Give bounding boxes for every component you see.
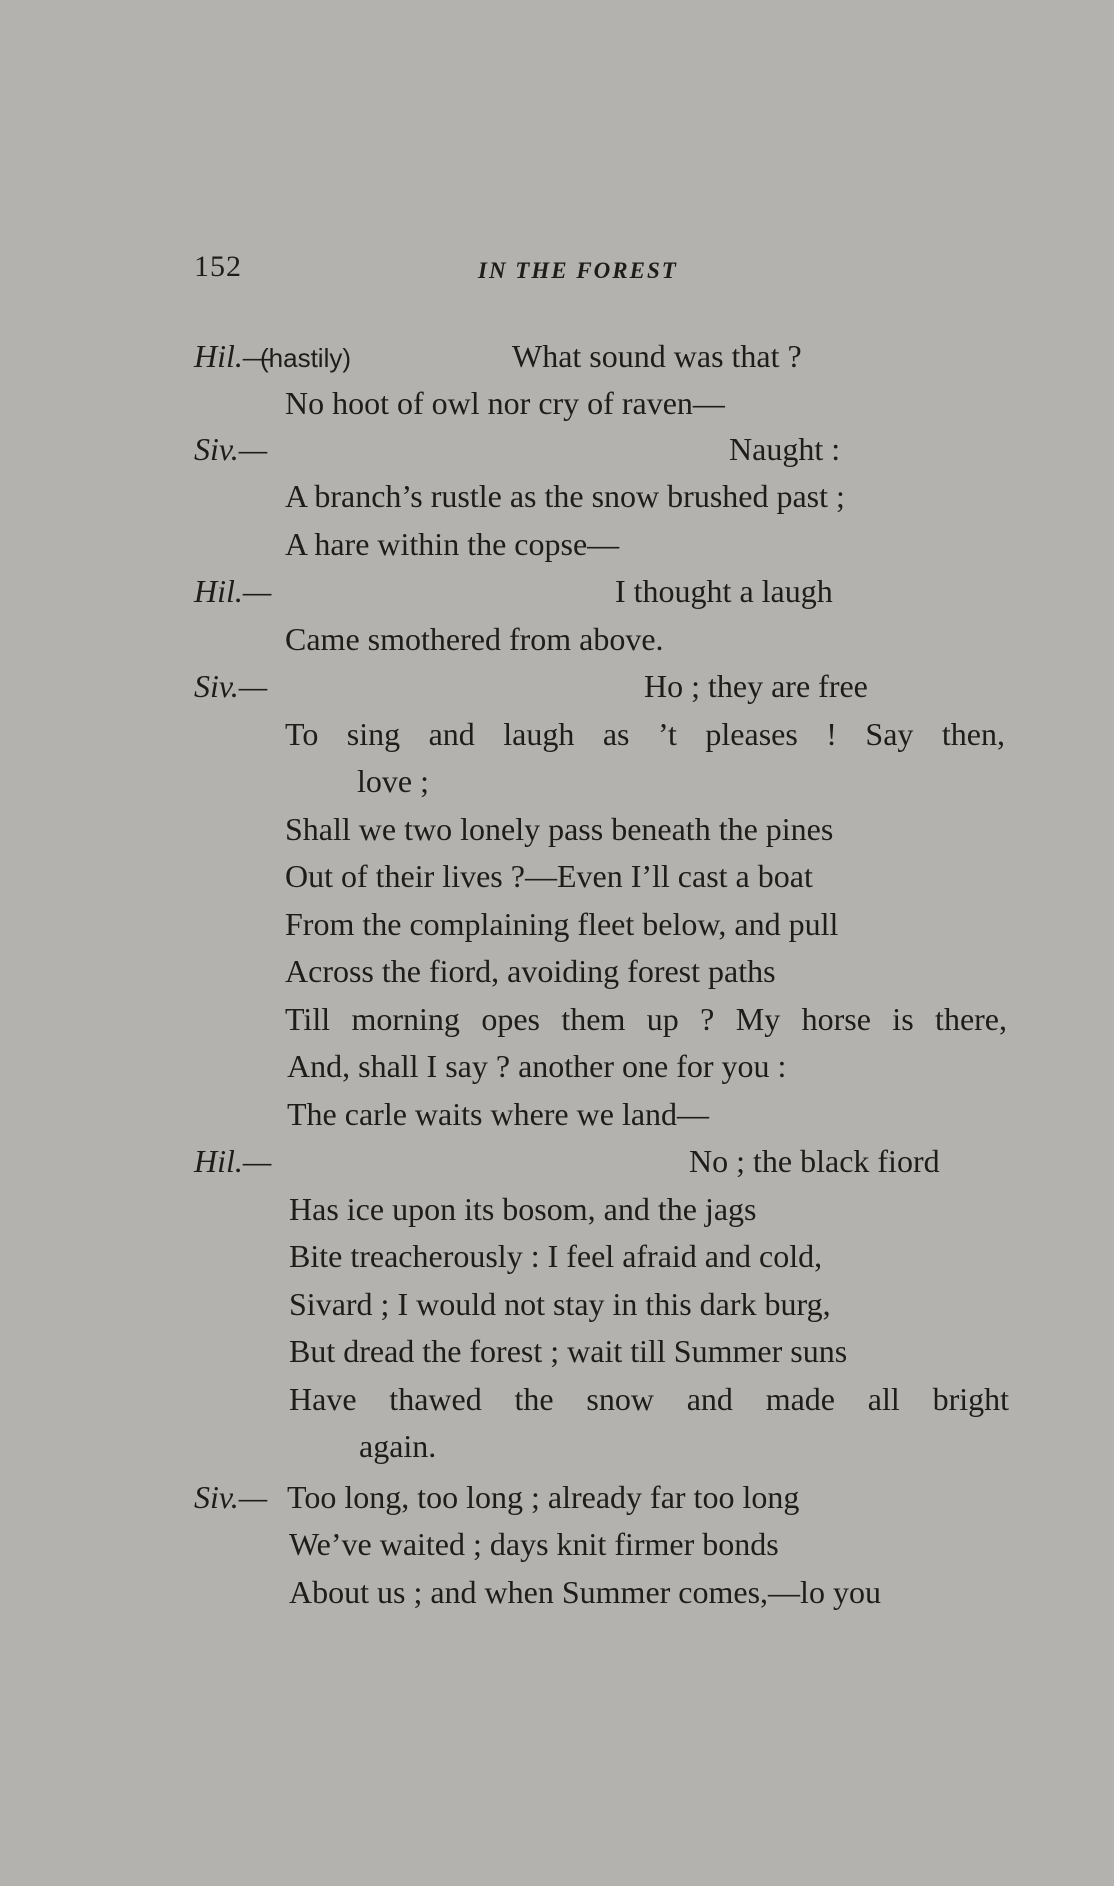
verse-line — [0, 664, 1114, 708]
stage-direction: (hastily) — [260, 343, 352, 373]
verse-text: What sound was that ? — [512, 338, 802, 374]
verse-text: Sivard ; I would not stay in this dark burg, — [289, 1286, 831, 1322]
verse-text: Till morning opes them up ? My horse is there, — [285, 1001, 1007, 1037]
verse-line — [0, 1475, 1114, 1519]
verse-text: To sing and laugh as ’t pleases ! Say then, — [285, 716, 1005, 752]
speaker-label: Hil.— — [194, 338, 272, 374]
verse-text: Too long, too long ; already far too long — [287, 1479, 800, 1515]
verse-text: I thought a laugh — [615, 573, 833, 609]
verse-text: Out of their lives ?—Even I’ll cast a boat — [285, 858, 813, 894]
verse-line — [0, 902, 1114, 946]
speaker-label: Hil.— — [194, 1143, 272, 1179]
running-title: IN THE FOREST — [478, 258, 678, 283]
verse-line — [0, 569, 1114, 613]
verse-text: Ho ; they are free — [644, 668, 868, 704]
verse-line — [0, 759, 1114, 803]
verse-text: We’ve waited ; days knit firmer bonds — [289, 1526, 779, 1562]
verse-text: Shall we two lonely pass beneath the pines — [285, 811, 834, 847]
verse-line — [0, 1092, 1114, 1136]
speaker-label: Siv.— — [194, 668, 268, 704]
verse-line — [0, 381, 1114, 425]
verse-text: Naught : — [729, 431, 841, 467]
verse-line — [0, 334, 1114, 378]
verse-text: No hoot of owl nor cry of raven— — [285, 385, 725, 421]
verse-line — [0, 949, 1114, 993]
verse-text: About us ; and when Summer comes,—lo you — [289, 1574, 881, 1610]
page-number: 152 — [194, 250, 242, 283]
verse-text: A branch’s rustle as the snow brushed past ; — [285, 478, 845, 514]
verse-line — [0, 427, 1114, 471]
verse-text: Across the fiord, avoiding forest paths — [285, 953, 776, 989]
verse-text: Have thawed the snow and made all bright — [289, 1381, 1009, 1417]
verse-text: The carle waits where we land— — [287, 1096, 710, 1132]
verse-text: But dread the forest ; wait till Summer suns — [289, 1333, 848, 1369]
verse-text: Has ice upon its bosom, and the jags — [289, 1191, 757, 1227]
verse-line — [0, 1570, 1114, 1614]
verse-line — [0, 1329, 1114, 1373]
verse-line — [0, 1139, 1114, 1183]
verse-line — [0, 1377, 1114, 1421]
verse-line — [0, 997, 1114, 1041]
verse-line — [0, 1282, 1114, 1326]
verse-text: again. — [359, 1428, 437, 1464]
verse-line — [0, 474, 1114, 518]
verse-line — [0, 1424, 1114, 1468]
speaker-label: Hil.— — [194, 573, 272, 609]
verse-line — [0, 807, 1114, 851]
verse-line — [0, 854, 1114, 898]
verse-text: love ; — [357, 763, 429, 799]
verse-line — [0, 522, 1114, 566]
verse-text: And, shall I say ? another one for you : — [287, 1048, 787, 1084]
verse-line — [0, 712, 1114, 756]
verse-text: Bite treacherously : I feel afraid and cold, — [289, 1238, 823, 1274]
verse-text: Came smothered from above. — [285, 621, 664, 657]
verse-line — [0, 1234, 1114, 1278]
speaker-label: Siv.— — [194, 431, 268, 467]
verse-line — [0, 1187, 1114, 1231]
verse-text: A hare within the copse— — [285, 526, 620, 562]
speaker-label: Siv.— — [194, 1479, 268, 1515]
verse-line — [0, 617, 1114, 661]
verse-text: No ; the black fiord — [689, 1143, 940, 1179]
verse-line — [0, 1044, 1114, 1088]
verse-line — [0, 1522, 1114, 1566]
verse-text: From the complaining fleet below, and pull — [285, 906, 839, 942]
